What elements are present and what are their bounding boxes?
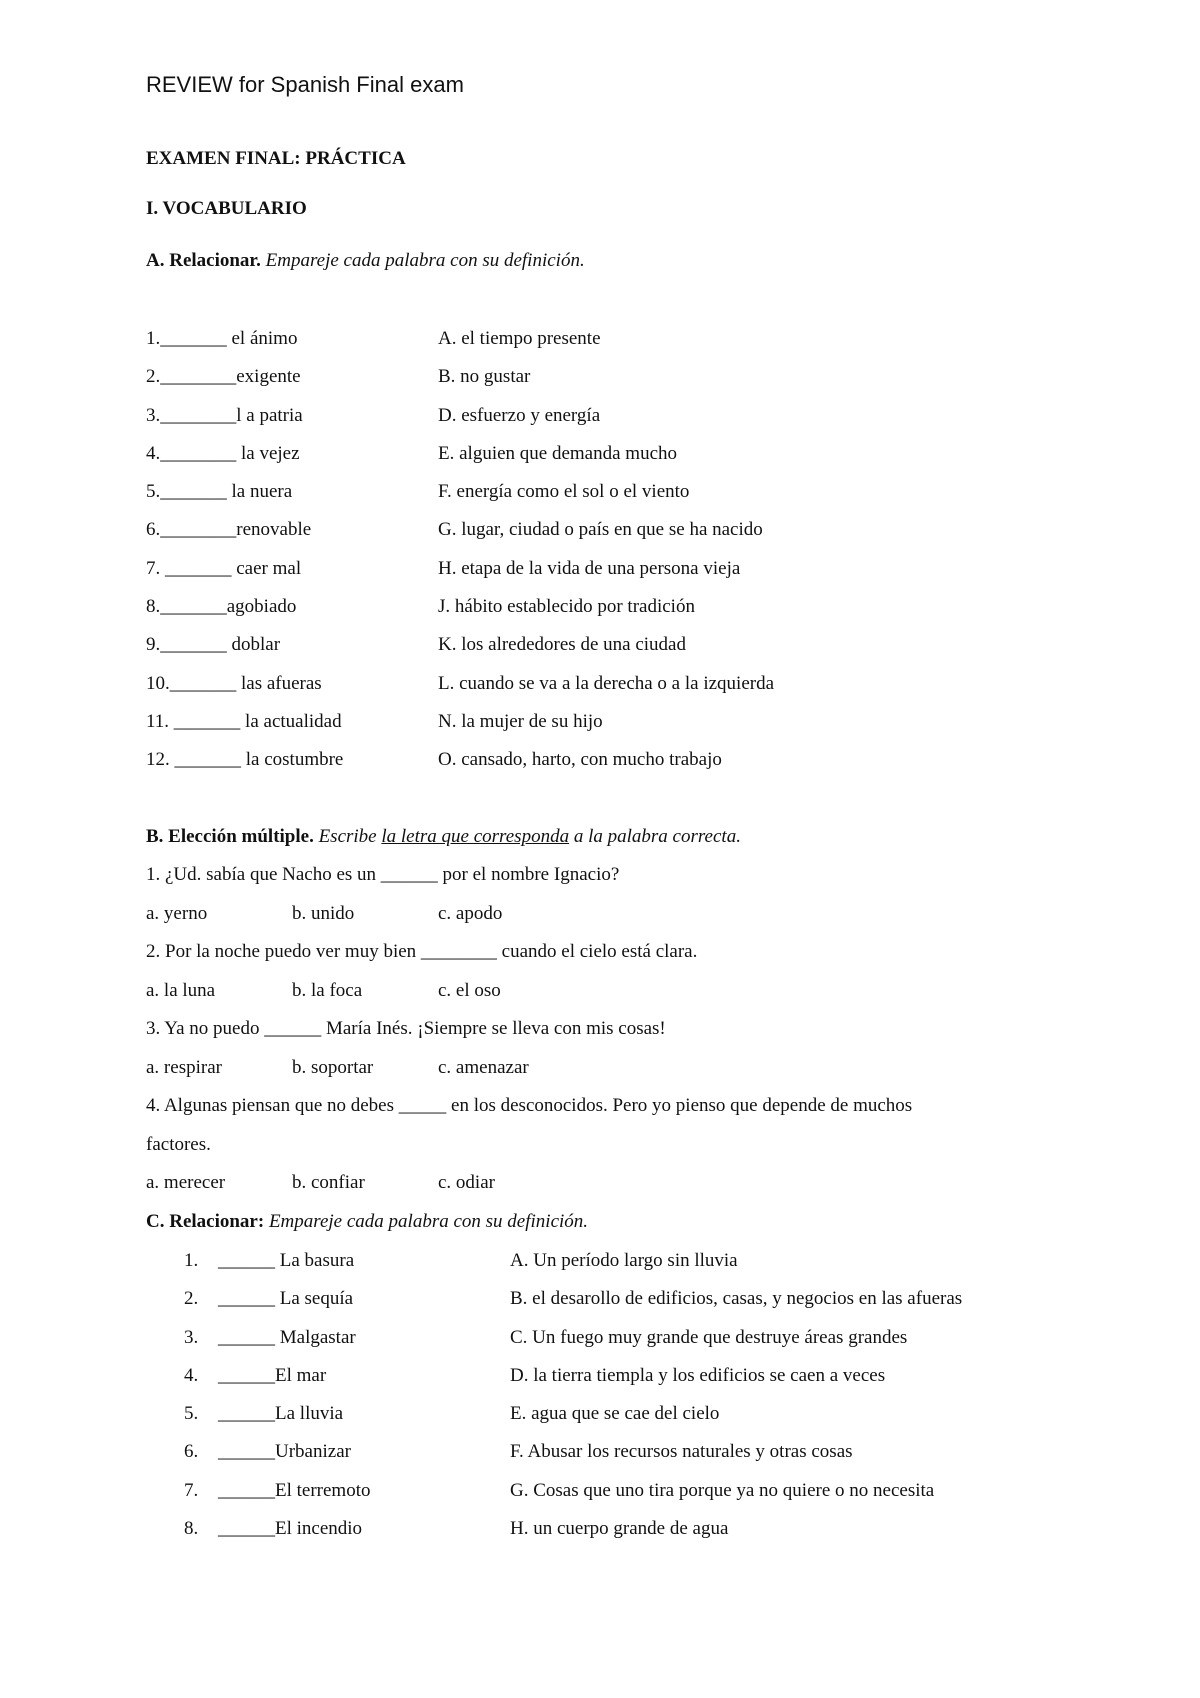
exam-title: EXAMEN FINAL: PRÁCTICA	[146, 148, 406, 169]
part-c-label: C. Relacionar:	[146, 1211, 265, 1232]
part-c-number: 8.	[184, 1518, 199, 1540]
part-b-question: 1. ¿Ud. sabía que Nacho es un ______ por el nombre Ignacio?	[146, 864, 620, 885]
part-a-term: 9._______ doblar	[146, 634, 281, 656]
part-b-option: a. la luna	[146, 980, 216, 1001]
part-b-option: b. soportar	[292, 1057, 374, 1078]
part-a-term: 6.________renovable	[146, 519, 312, 541]
part-c-number: 3.	[184, 1326, 199, 1348]
document-title: REVIEW for Spanish Final exam	[146, 72, 464, 97]
part-b-label: B. Elección múltiple.	[146, 826, 314, 847]
part-a-instruction: Empareje cada palabra con su definición.	[265, 250, 585, 271]
part-c-definition: E. agua que se cae del cielo	[510, 1403, 720, 1425]
part-c-number: 6.	[184, 1441, 199, 1463]
part-b-heading	[146, 826, 741, 848]
part-c-term: ______Urbanizar	[218, 1441, 351, 1463]
part-c-number: 2.	[184, 1288, 199, 1310]
part-c-definition: B. el desarollo de edificios, casas, y negocios en las afueras	[510, 1288, 963, 1310]
part-b-option: b. la foca	[292, 980, 363, 1001]
part-b-option: b. unido	[292, 903, 355, 924]
part-a-term: 12. _______ la costumbre	[146, 749, 344, 771]
part-c-definitions	[510, 1250, 962, 1556]
part-b-instruction-pre: Escribe	[318, 826, 382, 847]
part-a-label: A. Relacionar.	[146, 250, 261, 271]
part-c-numbers	[184, 1250, 198, 1556]
part-b-question-continued: factores.	[146, 1134, 211, 1155]
part-b-question: 4. Algunas piensan que no debes _____ en los desconocidos. Pero yo pienso que depende de muchos	[146, 1095, 913, 1116]
part-c-definition: F. Abusar los recursos naturales y otras cosas	[510, 1441, 853, 1463]
part-a-term: 7. _______ caer mal	[146, 557, 302, 579]
part-c-term: ______El mar	[218, 1364, 327, 1386]
part-a-definition: D. esfuerzo y energía	[438, 404, 601, 426]
part-a-definition: B. no gustar	[438, 366, 531, 388]
part-a-definition: H. etapa de la vida de una persona vieja	[438, 557, 741, 579]
part-a-term: 1._______ el ánimo	[146, 328, 298, 349]
section-title: I. VOCABULARIO	[146, 198, 307, 219]
part-a-term: 2.________exigente	[146, 366, 301, 388]
part-b-option: a. respirar	[146, 1057, 222, 1078]
part-b-option: c. odiar	[438, 1172, 495, 1193]
part-c-terms	[218, 1250, 371, 1556]
part-a-definition: N. la mujer de su hijo	[438, 710, 603, 732]
part-c-number: 7.	[184, 1479, 199, 1501]
part-b-instruction-post: a la palabra correcta.	[569, 826, 741, 847]
part-c-definition: H. un cuerpo grande de agua	[510, 1518, 729, 1540]
part-a-definition: F. energía como el sol o el viento	[438, 481, 690, 503]
part-c-term: ______ La sequía	[218, 1288, 354, 1310]
part-c-number: 1.	[184, 1250, 199, 1271]
part-c-definition: G. Cosas que uno tira porque ya no quiere o no necesita	[510, 1479, 935, 1501]
part-a-definition: O. cansado, harto, con mucho trabajo	[438, 749, 722, 771]
part-c-term: ______El terremoto	[218, 1479, 371, 1501]
part-a-term: 4.________ la vejez	[146, 442, 300, 464]
part-a-definition: E. alguien que demanda mucho	[438, 442, 678, 464]
part-c-definition: D. la tierra tiempla y los edificios se caen a veces	[510, 1364, 886, 1386]
part-c-instruction: Empareje cada palabra con su definición.	[268, 1211, 589, 1232]
part-a-term: 8._______agobiado	[146, 596, 297, 618]
part-c-number: 4.	[184, 1364, 199, 1386]
part-a-definition: A. el tiempo presente	[438, 328, 601, 349]
part-c-term: ______ La basura	[218, 1250, 355, 1271]
part-b-option: a. yerno	[146, 903, 208, 924]
part-a-terms	[146, 328, 343, 788]
part-c-definition: C. Un fuego muy grande que destruye áreas grandes	[510, 1326, 908, 1348]
part-a-definition: J. hábito establecido por tradición	[438, 596, 695, 618]
part-b-option: c. apodo	[438, 903, 503, 924]
part-b-question: 3. Ya no puedo ______ María Inés. ¡Siempre se lleva con mis cosas!	[146, 1018, 666, 1039]
part-c-heading	[146, 1211, 588, 1233]
part-b-option: c. amenazar	[438, 1057, 529, 1078]
part-a-term: 3.________l a patria	[146, 404, 303, 426]
part-a-definition: K. los alrededores de una ciudad	[438, 634, 686, 656]
part-b-instruction-underlined: la letra que corresponda	[381, 826, 570, 847]
part-a-definition: L. cuando se va a la derecha o a la izquierda	[438, 672, 775, 694]
part-b-question: 2. Por la noche puedo ver muy bien ________ cuando el cielo está clara.	[146, 941, 698, 962]
part-a-definition: G. lugar, ciudad o país en que se ha nacido	[438, 519, 763, 541]
part-c-definition: A. Un período largo sin lluvia	[510, 1250, 738, 1271]
part-b-option: a. merecer	[146, 1172, 226, 1193]
part-c-term: ______ Malgastar	[218, 1326, 356, 1348]
part-a-term: 10._______ las afueras	[146, 672, 322, 694]
part-a-term: 5._______ la nuera	[146, 481, 293, 503]
part-a-heading	[146, 250, 585, 272]
part-a-term: 11. _______ la actualidad	[146, 710, 342, 732]
part-c-term: ______El incendio	[218, 1518, 363, 1540]
part-a-definitions	[438, 328, 774, 788]
part-b-option: c. el oso	[438, 980, 501, 1001]
part-b-option: b. confiar	[292, 1172, 365, 1193]
part-c-term: ______La lluvia	[218, 1403, 344, 1425]
part-c-number: 5.	[184, 1403, 199, 1425]
